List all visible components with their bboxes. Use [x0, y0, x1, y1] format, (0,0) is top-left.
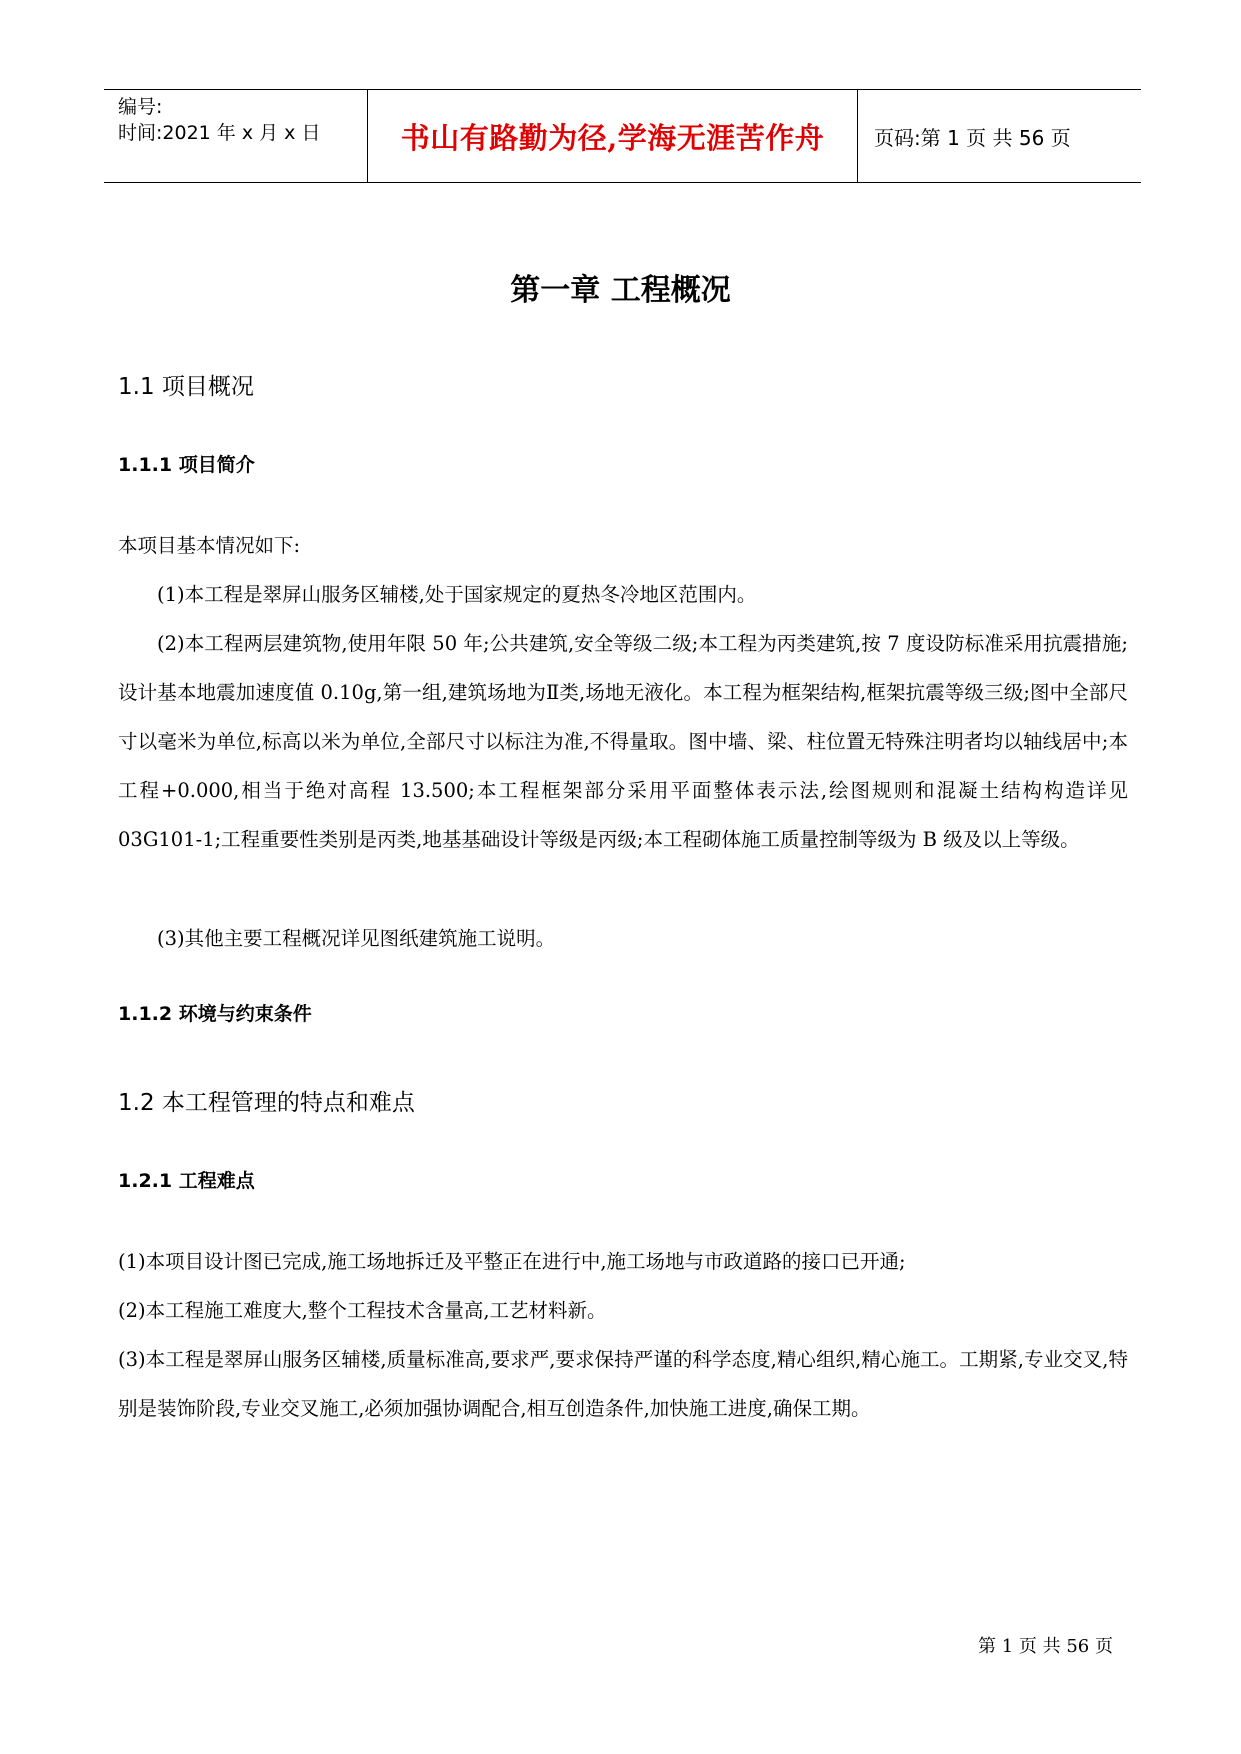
header-meta-cell [104, 90, 368, 182]
header-motto: 书山有路勤为径,学海无涯苦作舟 [368, 90, 858, 182]
intro-paragraph: 本项目基本情况如下: [118, 534, 301, 557]
section-heading-1-1-2: 1.1.2 环境与约束条件 [118, 1003, 312, 1025]
difficulty-item-3: (3)本工程是翠屏山服务区辅楼,质量标准高,要求严,要求保持严谨的科学态度,精心组织,精心施工。工期紧,专业交叉,特别是装饰阶段,专业交叉施工,必须加强协调配合,相互创造条件,加快施工进度,确保工期。 [118, 1348, 1128, 1420]
section-heading-1-2: 1.2 本工程管理的特点和难点 [118, 1090, 415, 1116]
section-heading-1-1: 1.1 项目概况 [118, 374, 254, 400]
difficulty-item-1: (1)本项目设计图已完成,施工场地拆迁及平整正在进行中,施工场地与市政道路的接口已开通; [118, 1250, 906, 1273]
document-time-label: 时间:2021 年 x 月 x 日 [118, 122, 321, 144]
header-page-label: 页码:第 1 页 共 56 页 [874, 125, 1071, 150]
paragraph-1: (1)本工程是翠屏山服务区辅楼,处于国家规定的夏热冬冷地区范围内。 [157, 583, 757, 606]
document-header [104, 89, 1141, 183]
document-number-label: 编号: [118, 96, 163, 118]
section-heading-1-2-1: 1.2.1 工程难点 [118, 1170, 255, 1192]
paragraph-3: (3)其他主要工程概况详见图纸建筑施工说明。 [157, 927, 556, 950]
paragraph-2: (2)本工程两层建筑物,使用年限 50 年;公共建筑,安全等级二级;本工程为丙类建筑,按 7 度设防标准采用抗震措施;设计基本地震加速度值 0.10g,第一组,建筑场地为Ⅱ类,场地无液化。本工程为框架结构,框架抗震等级三级;图中全部尺寸以毫米为单位,标高以米为单位,全部尺寸以标注为准,不得量取。图中墙、梁、柱位置无特殊注明者均以轴线居中;本工程+0.000,相当于绝对高程 13.500;本工程框架部分采用平面整体表示法,绘图规则和混凝土结构构造详见 03G101-1;工程重要性类别是丙类,地基基础设计等级是丙级;本工程砌体施工质量控制等级为 B 级及以上等级。 [118, 632, 1128, 851]
section-heading-1-1-1: 1.1.1 项目简介 [118, 454, 255, 476]
difficulty-item-2: (2)本工程施工难度大,整个工程技术含量高,工艺材料新。 [118, 1299, 607, 1322]
chapter-title: 第一章 工程概况 [510, 273, 731, 308]
page-footer: 第 1 页 共 56 页 [978, 1636, 1113, 1657]
